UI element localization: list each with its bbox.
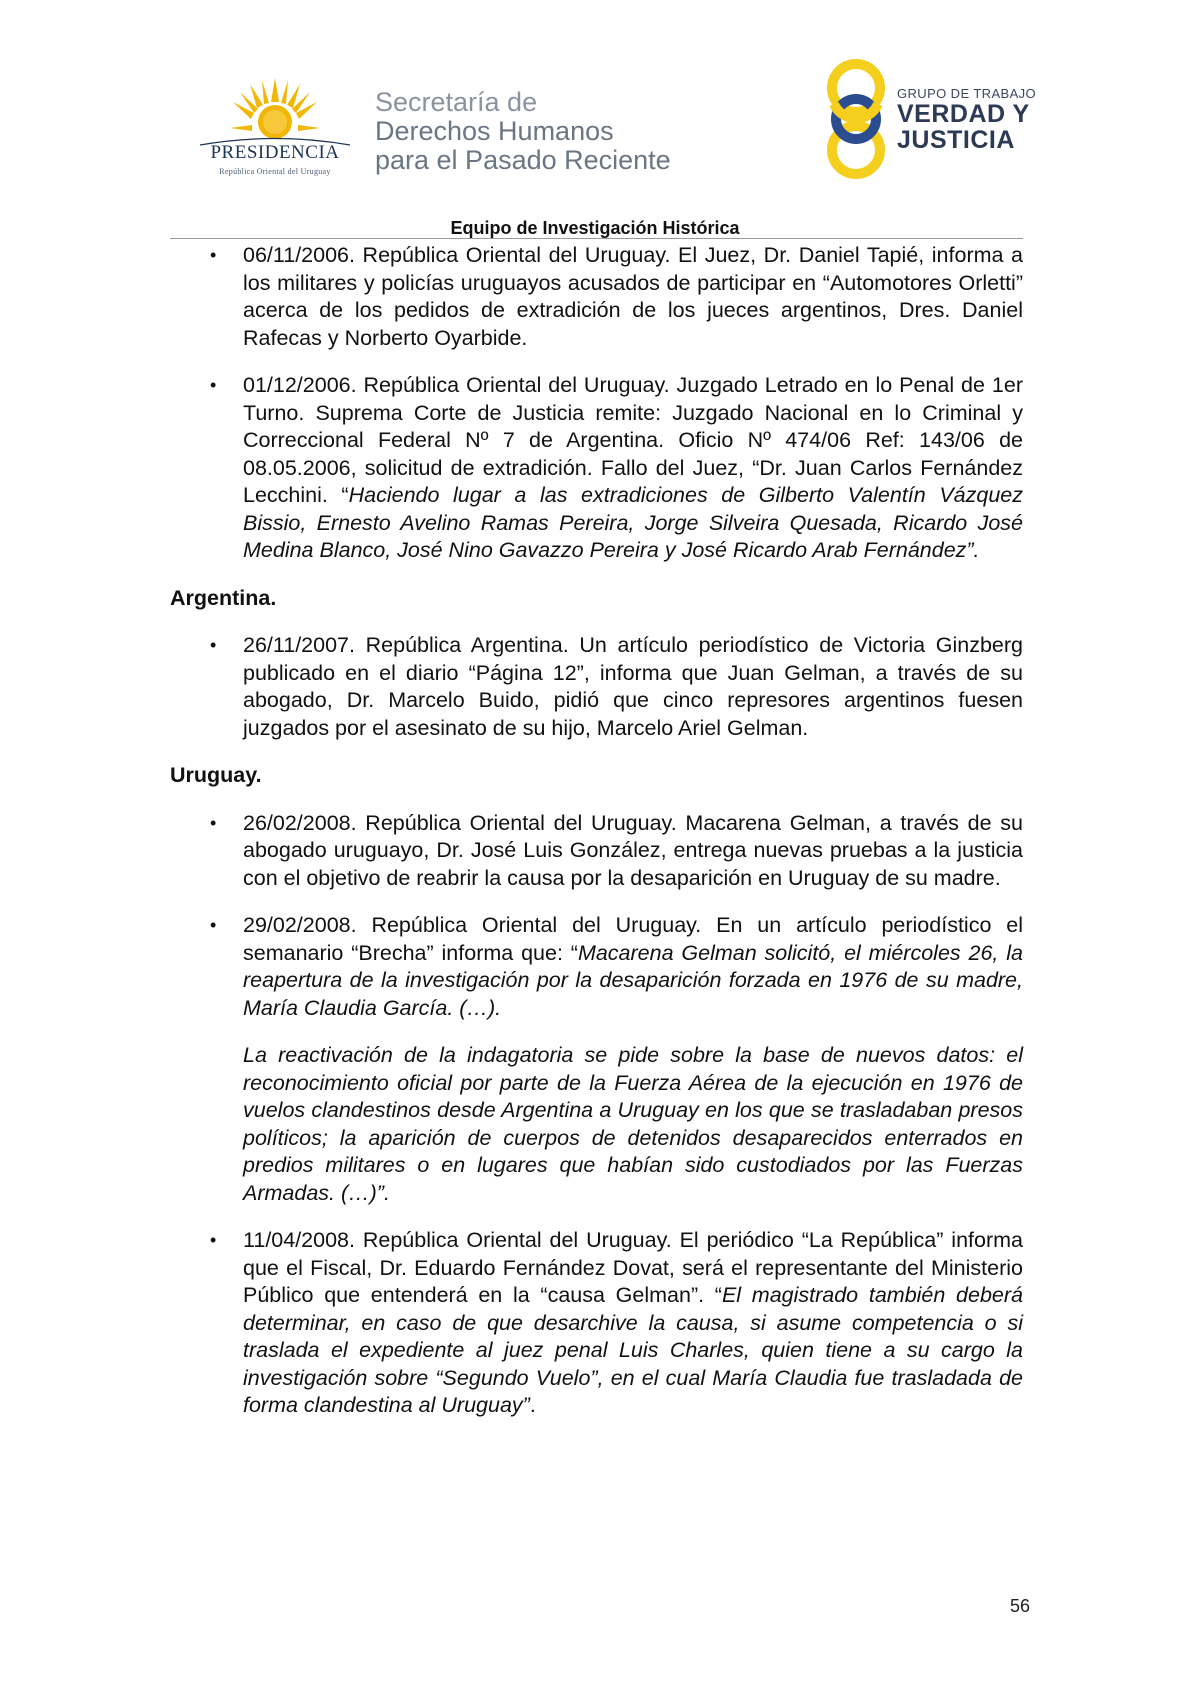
verdad-justicia-rings-icon	[820, 58, 892, 180]
secretaria-name	[375, 88, 671, 175]
item-quote-text: Haciendo lugar a las extradiciones de Gilberto Valentín Vázquez Bissio, Ernesto Avelino Ramas Pereira, Jorge Silveira Quesada, Ricardo José Medina Blanco, José Nino Gavazzo Pereira y José Ricardo Arab Fernández”.	[243, 483, 1023, 562]
secretaria-line-2: Derechos Humanos	[375, 116, 614, 146]
secretaria-line-3: para el Pasado Reciente	[375, 145, 671, 175]
grupo-line-1: VERDAD Y	[897, 100, 1030, 128]
item-plain-text: 11/04/2008. República Oriental del Uruguay. El periódico “La República” informa que el Fiscal, Dr. Eduardo Fernández Dovat, será el representante del Ministerio Público que entenderá en la “causa Gelman”. “	[243, 1228, 1023, 1307]
bullet: •	[210, 375, 217, 395]
secretaria-line-1: Secretaría de	[375, 87, 538, 117]
bullet: •	[210, 812, 217, 833]
item-tail-text: .	[529, 1393, 536, 1417]
bullet: •	[210, 1230, 217, 1250]
presidencia-title: PRESIDENCIA	[210, 142, 340, 163]
presidencia-subtitle: República Oriental del Uruguay	[219, 167, 331, 176]
grupo-small-label: GRUPO DE TRABAJO	[897, 86, 1037, 101]
item-quote-paragraph	[243, 1042, 1023, 1207]
item-plain-text: 01/12/2006. República Oriental del Uruguay. Juzgado Letrado en lo Penal de 1er Turno. Suprema Corte de Justicia remite: Juzgado Nacional en lo Criminal y Correccional Federal Nº 7 de Argentina. Oficio Nº 474/06 Ref: 143/06 de 08.05.2006, solicitud de extradición. Fallo del Juez, “Dr. Juan Carlos Fernández Lecchini. “	[243, 373, 1023, 507]
bullet: •	[210, 915, 217, 935]
item-quote-text: El magistrado también deberá determinar, en caso de que desarchive la causa, si asume competencia o si traslada el expediente al juez penal Luis Charles, quien tiene a su cargo la investigación sobre “Segundo Vuelo”, en el cual María Claudia fue trasladada de forma clandestina al Uruguay”	[243, 1283, 1023, 1417]
section-heading-uruguay: Uruguay.	[170, 763, 262, 787]
list-item	[170, 1227, 1023, 1420]
item-quote-text: Macarena Gelman solicitó, el miércoles 26, la reapertura de la investigación por la desaparición forzada en 1976 de su madre, María Claudia García. (…).	[243, 940, 1023, 1020]
bullet: •	[210, 245, 217, 265]
page-content	[170, 242, 1023, 1440]
bullet: •	[210, 635, 217, 655]
item-text	[243, 1227, 1023, 1420]
item-text	[243, 372, 1023, 565]
page-number: 56	[1009, 1596, 1030, 1616]
item-plain-text: 29/02/2008. República Oriental del Uruguay. En un artículo periodístico el semanario “Brecha” informa que: “	[243, 913, 1023, 965]
header-rule	[170, 238, 1023, 239]
page-header	[0, 0, 1190, 238]
item-text: 26/11/2007. República Argentina. Un artículo periodístico de Victoria Ginzberg publicado en el diario “Página 12”, informa que Juan Gelman, a través de su abogado, Dr. Marcelo Buido, pidió que cinco represores argentinos fuesen juzgados por el asesinato de su hijo, Marcelo Ariel Gelman.	[243, 633, 1023, 740]
team-heading: Equipo de Investigación Histórica	[450, 218, 740, 238]
list-item	[170, 242, 1023, 352]
list-item	[170, 372, 1023, 565]
list-item	[170, 912, 1023, 1207]
grupo-line-2: JUSTICIA	[897, 126, 1015, 154]
grupo-trabajo-text	[897, 86, 1036, 153]
sun-icon	[230, 78, 320, 144]
list-item	[170, 810, 1023, 893]
section-heading-argentina: Argentina.	[170, 585, 277, 610]
presidencia-logo	[196, 78, 354, 178]
item-text: 26/02/2008. República Oriental del Uruguay. Macarena Gelman, a través de su abogado uruguayo, Dr. José Luis González, entrega nuevas pruebas a la justicia con el objetivo de reabrir la causa por la desaparición en Uruguay de su madre.	[243, 810, 1023, 890]
item-text: 06/11/2006. República Oriental del Uruguay. El Juez, Dr. Daniel Tapié, informa a los militares y policías uruguayos acusados de participar en “Automotores Orletti” acerca de los pedidos de extradición de los jueces argentinos, Dres. Daniel Rafecas y Norberto Oyarbide.	[243, 243, 1023, 350]
list-item	[170, 632, 1023, 742]
item-text	[243, 912, 1023, 1022]
item-quote-text: La reactivación de la indagatoria se pide sobre la base de nuevos datos: el reconocimiento oficial por parte de la Fuerza Aérea de la ejecución en 1976 de vuelos clandestinos desde Argentina a Uruguay en los que se trasladaban presos políticos; la aparición de cuerpos de detenidos desaparecidos enterrados en predios militares o en lugares que habían sido custodiados por las Fuerzas Armadas. (…)”.	[243, 1043, 1023, 1205]
